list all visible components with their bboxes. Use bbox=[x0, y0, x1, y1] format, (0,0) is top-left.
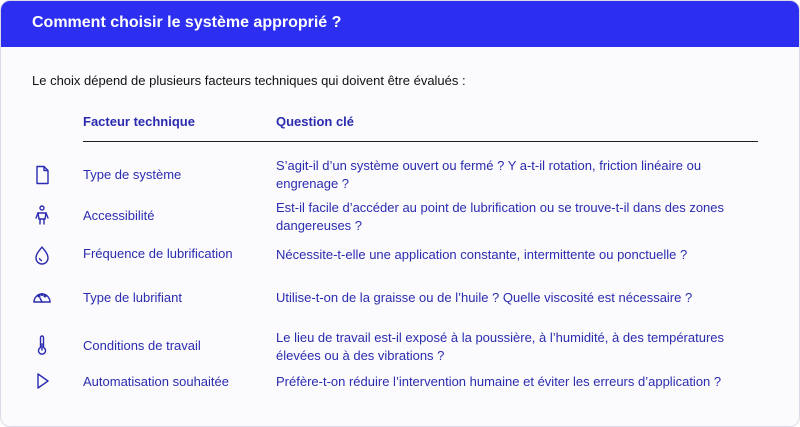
card-header bbox=[1, 1, 799, 47]
question-text: Nécessite-t-elle une application constante, intermittente ou ponctuelle ? bbox=[276, 247, 688, 262]
gauge-icon bbox=[31, 286, 53, 308]
droplet-icon bbox=[31, 244, 53, 266]
play-icon bbox=[31, 370, 53, 392]
card-title: Comment choisir le système approprié ? bbox=[32, 14, 342, 31]
question-text: Est-il facile d’accéder au point de lubrification ou se trouve-t-il dans des zones dangereuses ? bbox=[276, 200, 725, 233]
header-divider bbox=[83, 141, 758, 142]
factor-label: Type de lubrifiant bbox=[83, 290, 183, 305]
question-text: S’agit-il d’un système ouvert ou fermé ? Y a-t-il rotation, friction linéaire ou engrenage ? bbox=[276, 158, 702, 191]
column-header-question: Question clé bbox=[276, 114, 355, 129]
document-icon bbox=[31, 164, 53, 186]
question-text: Préfère-t-on réduire l’intervention humaine et éviter les erreurs d’application ? bbox=[276, 374, 722, 389]
factor-label: Conditions de travail bbox=[83, 338, 201, 353]
factor-label: Automatisation souhaitée bbox=[83, 374, 229, 389]
factor-label: Type de système bbox=[83, 167, 182, 182]
question-text: Le lieu de travail est-il exposé à la poussière, à l’humidité, à des températures élevées ou à des vibrations ? bbox=[276, 330, 725, 363]
intro-text: Le choix dépend de plusieurs facteurs techniques qui doivent être évalués : bbox=[32, 73, 466, 88]
factor-label: Accessibilité bbox=[83, 208, 155, 223]
question-text: Utilise-t-on de la graisse ou de l’huile ? Quelle viscosité est nécessaire ? bbox=[276, 290, 693, 305]
thermometer-icon bbox=[31, 334, 53, 356]
factor-label: Fréquence de lubrification bbox=[83, 246, 233, 261]
column-header-factor: Facteur technique bbox=[83, 114, 195, 129]
person-icon bbox=[31, 204, 53, 226]
